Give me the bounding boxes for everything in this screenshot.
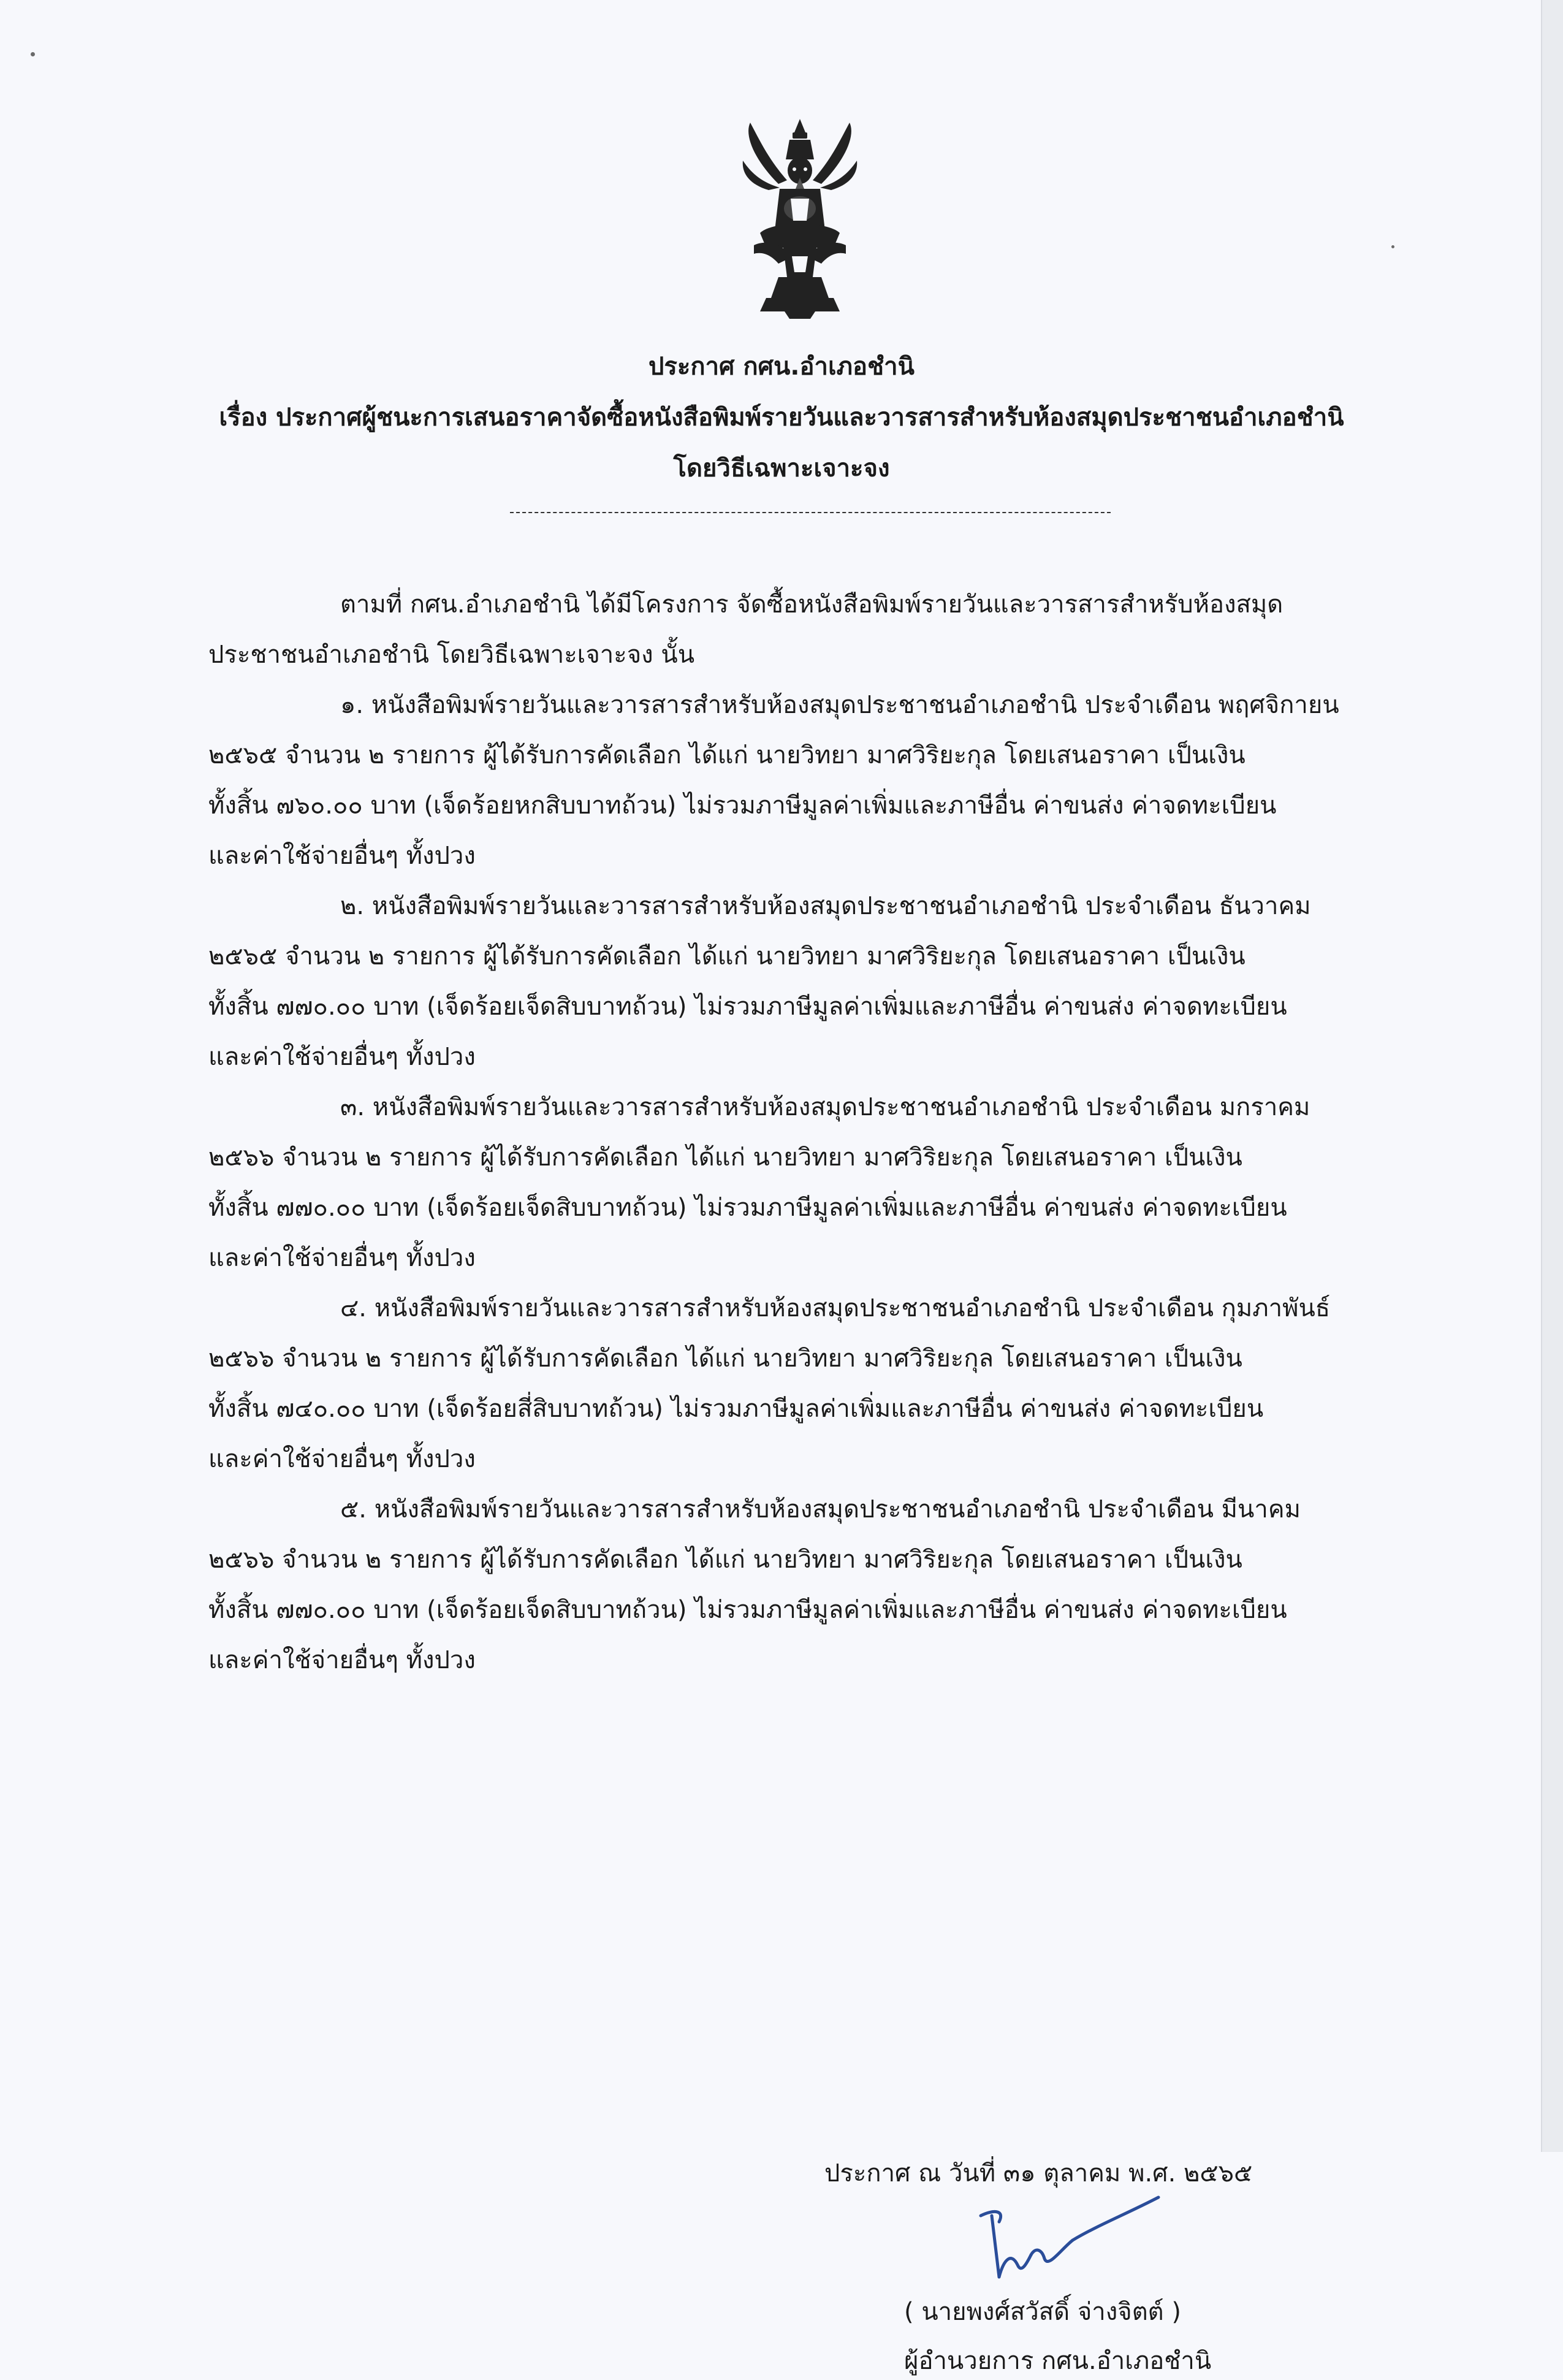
item-line: ๒๕๖๖ จำนวน ๒ รายการ ผู้ได้รับการคัดเลือก ได้แก่ นายวิทยา มาศวิริยะกุล โดยเสนอราคา เป็นเงิน <box>208 1546 1242 1574</box>
item-5 <box>208 1484 1373 1685</box>
handwritten-signature <box>962 2191 1171 2289</box>
item-line: ๓. หนังสือพิมพ์รายวันและวารสารสำหรับห้องสมุดประชาชนอำเภอชำนิ ประจำเดือน มกราคม <box>340 1093 1310 1121</box>
item-line: ๑. หนังสือพิมพ์รายวันและวารสารสำหรับห้องสมุดประชาชนอำเภอชำนิ ประจำเดือน พฤศจิกายน <box>340 691 1339 719</box>
item-line: ๒. หนังสือพิมพ์รายวันและวารสารสำหรับห้องสมุดประชาชนอำเภอชำนิ ประจำเดือน ธันวาคม <box>340 892 1311 920</box>
item-line: ๔. หนังสือพิมพ์รายวันและวารสารสำหรับห้องสมุดประชาชนอำเภอชำนิ ประจำเดือน กุมภาพันธ์ <box>340 1294 1331 1322</box>
item-line: และค่าใช้จ่ายอื่นๆ ทั้งปวง <box>208 1646 476 1674</box>
garuda-emblem <box>742 116 858 319</box>
item-line: และค่าใช้จ่ายอื่นๆ ทั้งปวง <box>208 1445 476 1473</box>
item-2 <box>208 881 1373 1082</box>
item-line: ทั้งสิ้น ๗๔๐.๐๐ บาท (เจ็ดร้อยสี่สิบบาทถ้วน) ไม่รวมภาษีมูลค่าเพิ่มและภาษีอื่น ค่าขนส่ง ค่าจดทะเบียน <box>208 1395 1264 1423</box>
announcement-org: ประกาศ กศน.อำเภอชำนิ <box>648 353 915 381</box>
intro-paragraph <box>208 579 1373 680</box>
announcement-date: ประกาศ ณ วันที่ ๓๑ ตุลาคม พ.ศ. ๒๕๖๕ <box>824 2159 1253 2187</box>
announcement-method: โดยวิธีเฉพาะเจาะจง <box>673 454 890 482</box>
announcement-body <box>208 579 1373 1685</box>
item-line: และค่าใช้จ่ายอื่นๆ ทั้งปวง <box>208 1043 476 1071</box>
scan-edge <box>1541 0 1563 2152</box>
item-4 <box>208 1283 1373 1484</box>
item-line: ๒๕๖๖ จำนวน ๒ รายการ ผู้ได้รับการคัดเลือก ได้แก่ นายวิทยา มาศวิริยะกุล โดยเสนอราคา เป็นเงิน <box>208 1344 1242 1373</box>
item-line: และค่าใช้จ่ายอื่นๆ ทั้งปวง <box>208 842 476 870</box>
item-line: ทั้งสิ้น ๗๖๐.๐๐ บาท (เจ็ดร้อยหกสิบบาทถ้วน) ไม่รวมภาษีมูลค่าเพิ่มและภาษีอื่น ค่าขนส่ง ค่าจดทะเบียน <box>208 791 1277 820</box>
scan-dust <box>31 52 35 56</box>
signer-name: ( นายพงศ์สวัสดิ์ จ่างจิตต์ ) <box>904 2298 1181 2326</box>
item-3 <box>208 1082 1373 1283</box>
item-line: และค่าใช้จ่ายอื่นๆ ทั้งปวง <box>208 1244 476 1272</box>
title-divider <box>510 512 1111 513</box>
item-line: ๒๕๖๖ จำนวน ๒ รายการ ผู้ได้รับการคัดเลือก ได้แก่ นายวิทยา มาศวิริยะกุล โดยเสนอราคา เป็นเงิน <box>208 1143 1242 1172</box>
intro-line-1: ตามที่ กศน.อำเภอชำนิ ได้มีโครงการ จัดซื้อหนังสือพิมพ์รายวันและวารสารสำหรับห้องสมุด <box>340 590 1283 619</box>
signer-position: ผู้อำนวยการ กศน.อำเภอชำนิ <box>904 2347 1212 2375</box>
item-line: ๒๕๖๕ จำนวน ๒ รายการ ผู้ได้รับการคัดเลือก ได้แก่ นายวิทยา มาศวิริยะกุล โดยเสนอราคา เป็นเงิน <box>208 942 1245 971</box>
item-line: ทั้งสิ้น ๗๗๐.๐๐ บาท (เจ็ดร้อยเจ็ดสิบบาทถ้วน) ไม่รวมภาษีมูลค่าเพิ่มและภาษีอื่น ค่าขนส่ง ค่าจดทะเบียน <box>208 1596 1287 1624</box>
item-1 <box>208 680 1373 881</box>
item-line: ๒๕๖๕ จำนวน ๒ รายการ ผู้ได้รับการคัดเลือก ได้แก่ นายวิทยา มาศวิริยะกุล โดยเสนอราคา เป็นเงิน <box>208 741 1245 769</box>
intro-line-2: ประชาชนอำเภอชำนิ โดยวิธีเฉพาะเจาะจง นั้น <box>208 641 695 669</box>
item-line: ๕. หนังสือพิมพ์รายวันและวารสารสำหรับห้องสมุดประชาชนอำเภอชำนิ ประจำเดือน มีนาคม <box>340 1495 1301 1524</box>
announcement-subject: เรื่อง ประกาศผู้ชนะการเสนอราคาจัดซื้อหนังสือพิมพ์รายวันและวารสารสำหรับห้องสมุดประชาชนอำเภอชำนิ <box>219 403 1344 432</box>
item-line: ทั้งสิ้น ๗๗๐.๐๐ บาท (เจ็ดร้อยเจ็ดสิบบาทถ้วน) ไม่รวมภาษีมูลค่าเพิ่มและภาษีอื่น ค่าขนส่ง ค่าจดทะเบียน <box>208 993 1287 1021</box>
item-line: ทั้งสิ้น ๗๗๐.๐๐ บาท (เจ็ดร้อยเจ็ดสิบบาทถ้วน) ไม่รวมภาษีมูลค่าเพิ่มและภาษีอื่น ค่าขนส่ง ค่าจดทะเบียน <box>208 1194 1287 1222</box>
scan-dust <box>1391 245 1394 248</box>
